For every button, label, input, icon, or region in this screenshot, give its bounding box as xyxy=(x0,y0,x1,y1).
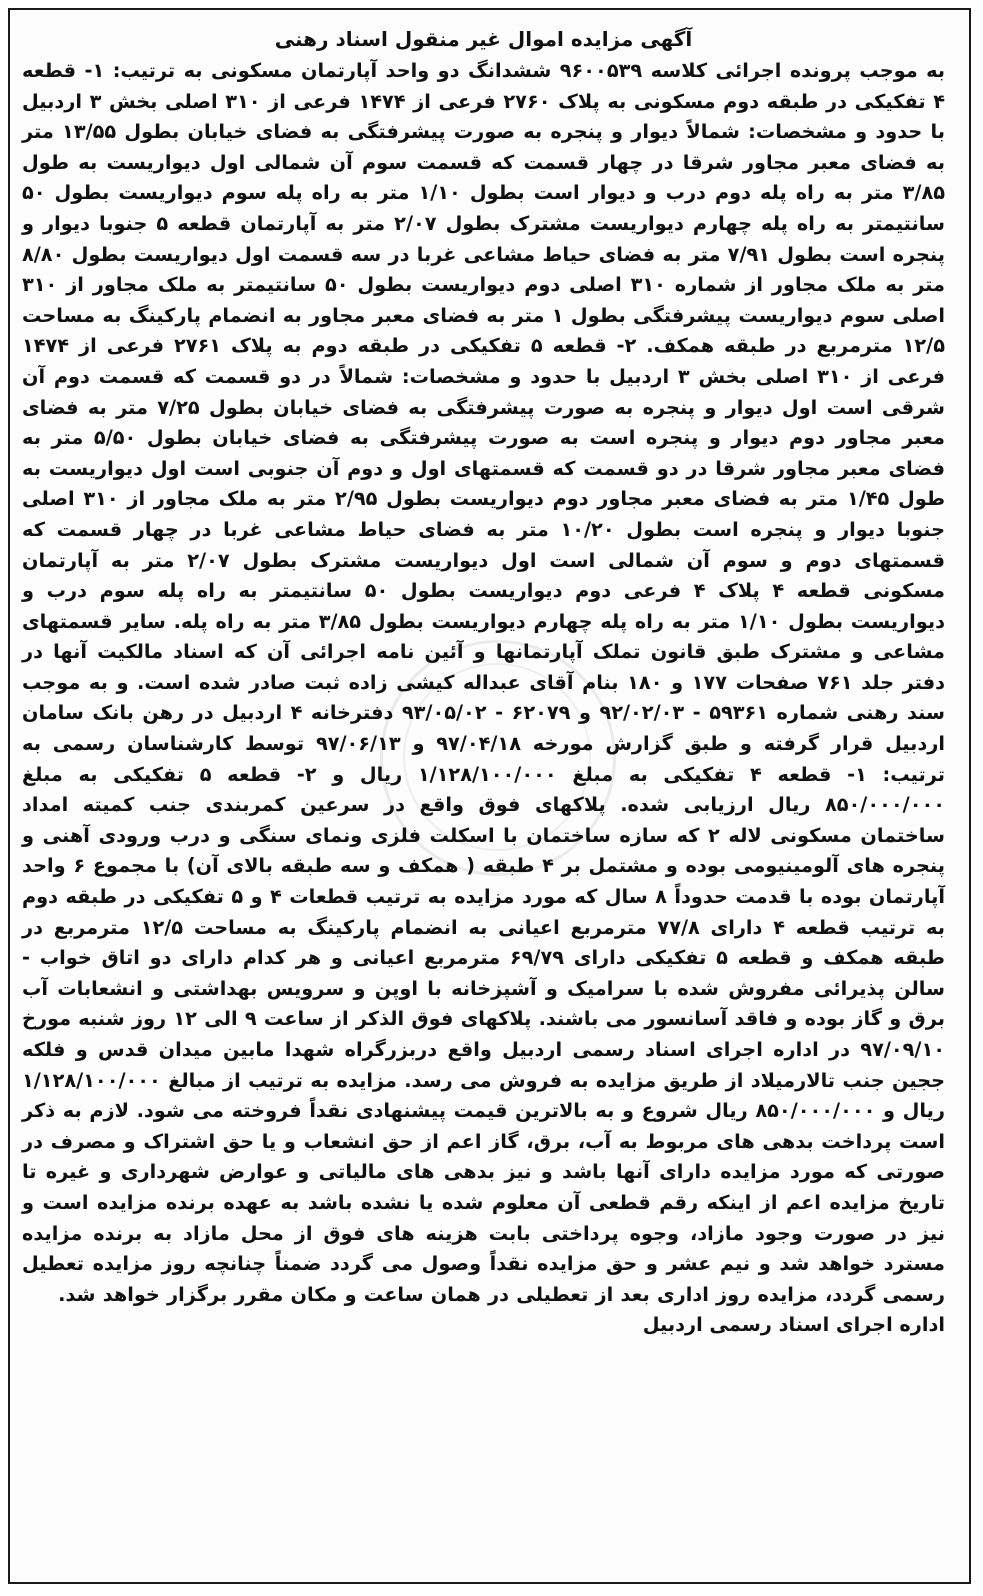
notice-body: به موجب پرونده اجرائی کلاسه ۹۶۰۰۵۳۹ ششدانگ دو واحد آپارتمان مسکونی به ترتیب: ۱- قطعه ۴ تفکیکی در طبقه دوم مسکونی به پلاک ۲۷۶۰ فرعی از ۱۴۷۴ فرعی از ۳۱۰ اصلی بخش ۳ اردبیل با حدود و مشخصات: شمالاً دیوار و پنجره به صورت پیشرفتگی به فضای خیابان بطول ۱۳/۵۵ متر به فضای معبر مجاور شرقا در چهار قسمت که قسمت سوم آن شمالی اول دیواریست به طول ۳/۸۵ متر به راه پله دوم درب و دیوار است بطول ۱/۱۰ متر به راه پله سوم دیواریست بطول ۵۰ سانتیمتر به راه پله چهارم دیواریست مشترک بطول ۲/۰۷ متر به آپارتمان قطعه ۵ جنوبا دیوار و پنجره است بطول ۷/۹۱ متر به فضای حیاط مشاعی غربا در سه قسمت اول دیواریست بطول ۸/۸۰ متر به ملک مجاور از شماره ۳۱۰ اصلی دوم دیواریست بطول ۵۰ سانتیمتر به ملک مجاور از ۳۱۰ اصلی سوم دیواریست پیشرفتگی بطول ۱ متر به فضای معبر مجاور به انضمام پارکینگ به مساحت ۱۲/۵ مترمربع در طبقه همکف. ۲- قطعه ۵ تفکیکی در طبقه دوم به پلاک ۲۷۶۱ فرعی از ۱۴۷۴ فرعی از ۳۱۰ اصلی بخش ۳ اردبیل با حدود و مشخصات: شمالاً در دو قسمت که قسمت دوم آن شرقی است اول دیوار و پنجره به صورت پیشرفتگی به فضای خیابان بطول ۷/۲۵ متر به فضای معبر مجاور دوم دیوار و پنجره است به صورت پیشرفتگی به فضای خیابان بطول ۵/۵۰ متر به فضای معبر مجاور شرقا در دو قسمت که قسمتهای اول و دوم آن جنوبی است اول دیواریست به طول ۱/۴۵ متر به فضای معبر مجاور دوم دیواریست بطول ۲/۹۵ متر به ملک مجاور از ۳۱۰ اصلی جنوبا دیوار و پنجره است بطول ۱۰/۲۰ متر به فضای حیاط مشاعی غربا در چهار قسمت که قسمتهای دوم و سوم آن شمالی است اول دیواریست مشترک بطول ۲/۰۷ متر به آپارتمان مسکونی قطعه ۴ پلاک ۴ فرعی دوم دیواریست بطول ۵۰ سانتیمتر به راه پله سوم درب و دیواریست بطول ۱/۱۰ متر به راه پله چهارم دیواریست بطول ۳/۸۵ متر به راه پله. سایر قسمتهای مشاعی و مشترک طبق قانون تملک آپارتمانها و آئین نامه اجرائی آن که اسناد مالکیت آنها در دفتر جلد ۷۶۱ صفحات ۱۷۷ و ۱۸۰ بنام آقای عبداله کیشی زاده ثبت صادر شده است. و به موجب سند رهنی شماره ۵۹۳۶۱ - ۹۲/۰۲/۰۳ و ۶۲۰۷۹ - ۹۳/۰۵/۰۲ دفترخانه ۴ اردبیل در رهن بانک سامان اردبیل قرار گرفته و طبق گزارش مورخه ۹۷/۰۴/۱۸ و ۹۷/۰۶/۱۳ توسط کارشناسان رسمی به ترتیب: ۱- قطعه ۴ تفکیکی به مبلغ ۱/۱۲۸/۱۰۰/۰۰۰ ریال و ۲- قطعه ۵ تفکیکی به مبلغ ۸۵۰/۰۰۰/۰۰۰ ریال ارزیابی شده. پلاکهای فوق واقع در سرعین کمربندی جنب کمیته امداد ساختمان مسکونی لاله ۲ که سازه ساختمان با اسکلت فلزی ونمای سنگی و درب ورودی آهنی و پنجره های آلومینیومی بوده و مشتمل بر ۴ طبقه ( همکف و سه طبقه بالای آن) با مجموع ۶ واحد آپارتمان بوده با قدمت حدوداً ۸ سال که مورد مزایده به ترتیب قطعات ۴ و ۵ تفکیکی در طبقه دوم به ترتیب قطعه ۴ دارای ۷۷/۸ مترمربع اعیانی به انضمام پارکینگ به مساحت ۱۲/۵ مترمربع در طبقه همکف و قطعه ۵ تفکیکی دارای ۶۹/۷۹ مترمربع اعیانی و هر کدام دارای دو اتاق خواب - سالن پذیرائی مفروش شده با سرامیک و آشپزخانه با اوپن و سرویس بهداشتی و انشعابات آب برق و گاز بوده و فاقد آسانسور می باشند. پلاکهای فوق الذکر از ساعت ۹ الی ۱۲ روز شنبه مورخ ۹۷/۰۹/۱۰ در اداره اجرای اسناد رسمی اردبیل واقع دربزرگراه شهدا مابین میدان قدس و فلکه ججین جنب تالارمیلاد از طریق مزایده به فروش می رسد. مزایده به ترتیب از مبالغ ۱/۱۲۸/۱۰۰/۰۰۰ ریال و ۸۵۰/۰۰۰/۰۰۰ ریال شروع و به بالاترین قیمت پیشنهادی نقداً فروخته می شود. لازم به ذکر است پرداخت بدهی های مربوط به آب، برق، گاز اعم از حق انشعاب و یا حق اشتراک و مصرف در صورتی که مورد مزایده دارای آنها باشد و نیز بدهی های مالیاتی و عوارض شهرداری و غیره تا تاریخ مزایده اعم از اینکه رقم قطعی آن معلوم شده یا نشده باشد به عهده برنده مزایده است و نیز در صورت وجود مازاد، وجوه پرداختی بابت هزینه های فوق از محل مازاد به برنده مزایده مسترد خواهد شد و نیم عشر و حق مزایده نقداً وصول می گردد ضمناً چنانچه روز مزایده تعطیل رسمی گردد، مزایده روز اداری بعد از تعطیلی در همان ساعت و مکان مقرر برگزار خواهد شد. xyxy=(22,59,946,1306)
issuer-signature: اداره اجرای اسناد رسمی اردبیل xyxy=(642,1313,945,1337)
auction-notice xyxy=(22,24,945,1341)
notice-title: آگهی مزایده اموال غیر منقول اسناد رهنی xyxy=(274,27,693,51)
